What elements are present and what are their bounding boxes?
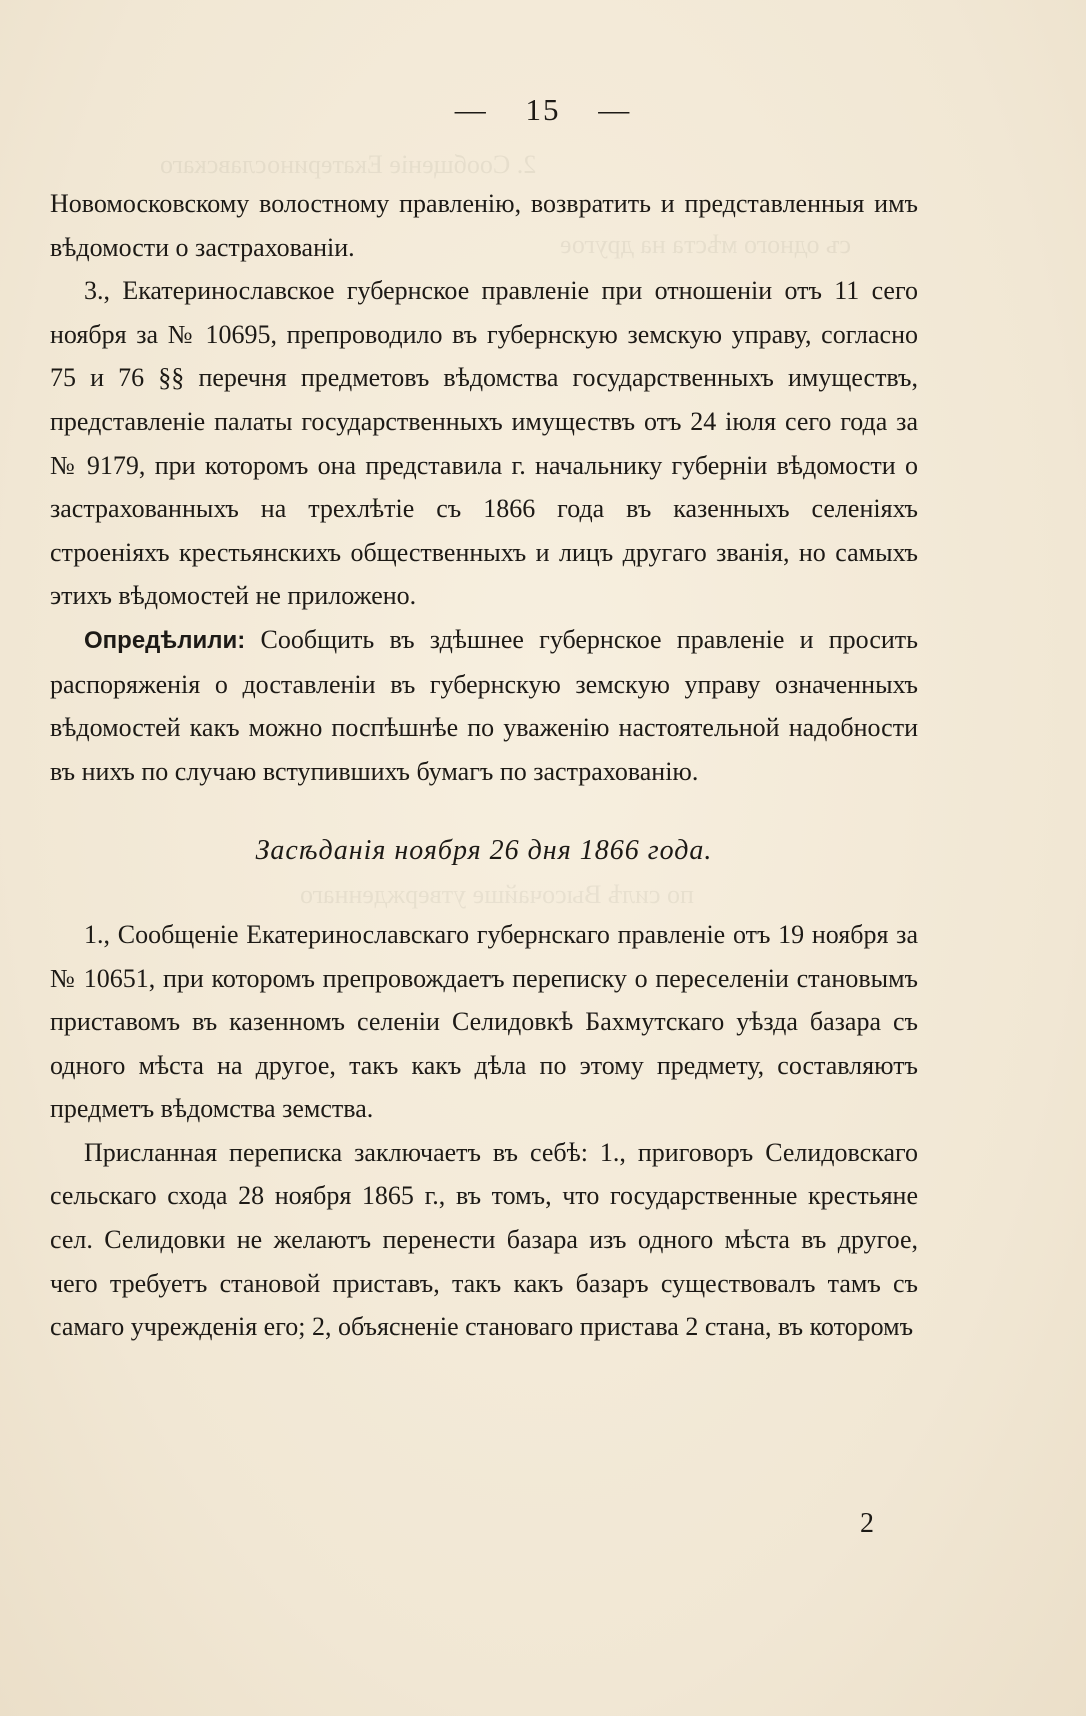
paragraph-resolution xyxy=(50,618,918,793)
show-through-text: съ одного мѣста на другое xyxy=(560,230,851,259)
resolution-text: Сообщить въ здѣшнее губернское правленіе и просить распоряженія о доставленіи въ губернскую земскую управу означенныхъ вѣдомостей какъ можно поспѣшнѣе по уваженію настоятельной надобности въ нихъ по случаю вступившихъ бумагъ по застрахованію. xyxy=(50,624,918,786)
paragraph-continuation: Новомосковскому волостному правленію, возвратить и представленныя имъ вѣдомости о застрахованіи. xyxy=(50,189,918,262)
paragraph-item-3: 3., Екатеринославское губернское правленіе при отношеніи отъ 11 сего ноября за № 10695, препроводило въ губернскую земскую управу, согласно 75 и 76 §§ перечня предметовъ вѣдомства государственныхъ имуществъ, представленіе палаты государственныхъ имуществъ отъ 24 іюля сего года за № 9179, при которомъ она представила г. начальнику губерніи вѣдомости о застрахованныхъ на трехлѣтіе съ 1866 года въ казенныхъ селеніяхъ строеніяхъ крестьянскихъ общественныхъ и лицъ другаго званія, но самыхъ этихъ вѣдомостей не приложено. xyxy=(50,276,918,611)
session-heading: Засѣданія ноября 26 дня 1866 года. xyxy=(255,835,713,867)
header-dash-right: — xyxy=(598,92,632,127)
paragraph-item-1: 1., Сообщеніе Екатеринославскаго губернскаго правленіе отъ 19 ноября за № 10651, при которомъ препровождаетъ переписку о переселеніи становымъ приставомъ въ казенномъ селеніи Селидовкѣ Бахмутскаго уѣзда базара съ одного мѣста на другое, такъ какъ дѣла по этому предмету, составляютъ предметъ вѣдомства земства. xyxy=(50,919,918,1124)
show-through-text: по силѣ Высочайше утвержденнаго xyxy=(300,880,694,909)
signature-mark: 2 xyxy=(860,1508,874,1539)
header-dash-left: — xyxy=(454,92,488,127)
paragraph-correspondence: Присланная переписка заключаетъ въ себѣ: 1., приговоръ Селидовскаго сельскаго схода 28 ноября 1865 г., въ томъ, что государственные крестьяне сел. Селидовки не желаютъ перенести базара изъ одного мѣста въ другое, чего требуетъ становой приставъ, такъ какъ базаръ существовалъ тамъ съ самаго учрежденія его; 2, объясненіе становаго пристава 2 стана, въ которомъ xyxy=(50,1137,918,1342)
page-body xyxy=(50,182,918,1349)
page-number: 15 xyxy=(525,92,561,127)
resolution-lead: Опредѣлили: xyxy=(84,626,246,654)
show-through-text: 2. Сообщеніе Екатеринославскаго xyxy=(160,150,537,179)
page-header xyxy=(0,92,1086,128)
